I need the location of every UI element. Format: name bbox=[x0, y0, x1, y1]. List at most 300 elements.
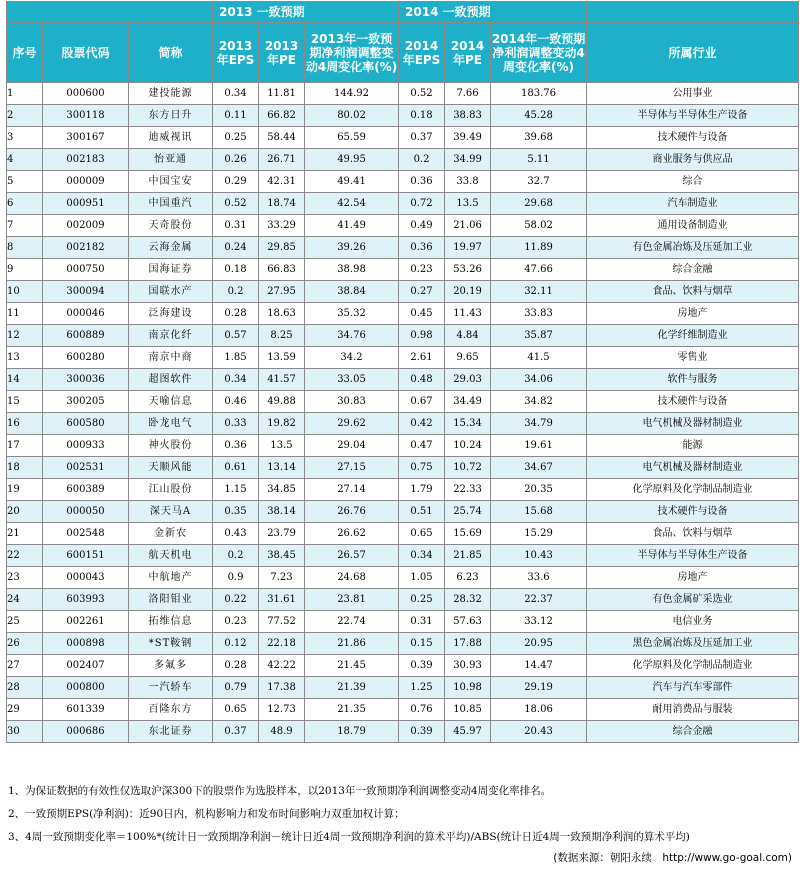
cell-no: 7 bbox=[7, 215, 43, 237]
cell-name: 怡亚通 bbox=[129, 149, 213, 171]
cell-change-2014: 14.47 bbox=[491, 655, 587, 677]
cell-change-2014: 34.79 bbox=[491, 413, 587, 435]
cell-eps-2014: 0.65 bbox=[399, 523, 445, 545]
cell-change-2014: 183.76 bbox=[491, 83, 587, 105]
table-row bbox=[7, 633, 799, 655]
cell-eps-2013: 0.25 bbox=[213, 127, 259, 149]
cell-change-2013: 49.41 bbox=[305, 171, 399, 193]
table-row bbox=[7, 149, 799, 171]
cell-industry: 食品、饮料与烟草 bbox=[587, 281, 799, 303]
cell-eps-2014: 0.42 bbox=[399, 413, 445, 435]
cell-name: 云海金属 bbox=[129, 237, 213, 259]
cell-no: 15 bbox=[7, 391, 43, 413]
cell-pe-2014: 9.65 bbox=[445, 347, 491, 369]
cell-eps-2013: 0.12 bbox=[213, 633, 259, 655]
cell-pe-2014: 45.97 bbox=[445, 721, 491, 743]
cell-industry: 综合金融 bbox=[587, 259, 799, 281]
cell-pe-2014: 7.66 bbox=[445, 83, 491, 105]
cell-eps-2013: 0.31 bbox=[213, 215, 259, 237]
header-change-2014: 2014年一致预期净利润调整变动4周变化率(%) bbox=[491, 23, 587, 83]
table-row bbox=[7, 347, 799, 369]
cell-code: 300094 bbox=[43, 281, 129, 303]
cell-change-2014: 10.43 bbox=[491, 545, 587, 567]
cell-eps-2013: 0.34 bbox=[213, 369, 259, 391]
cell-eps-2014: 0.72 bbox=[399, 193, 445, 215]
cell-pe-2014: 13.5 bbox=[445, 193, 491, 215]
cell-eps-2013: 0.18 bbox=[213, 259, 259, 281]
cell-eps-2014: 1.79 bbox=[399, 479, 445, 501]
cell-pe-2013: 42.31 bbox=[259, 171, 305, 193]
cell-eps-2013: 0.2 bbox=[213, 545, 259, 567]
cell-name: 一汽轿车 bbox=[129, 677, 213, 699]
cell-no: 27 bbox=[7, 655, 43, 677]
cell-code: 002531 bbox=[43, 457, 129, 479]
cell-pe-2013: 42.22 bbox=[259, 655, 305, 677]
cell-pe-2014: 15.34 bbox=[445, 413, 491, 435]
cell-eps-2013: 0.52 bbox=[213, 193, 259, 215]
cell-change-2014: 19.61 bbox=[491, 435, 587, 457]
cell-name: 国海证券 bbox=[129, 259, 213, 281]
cell-pe-2013: 41.57 bbox=[259, 369, 305, 391]
table-row bbox=[7, 413, 799, 435]
cell-no: 16 bbox=[7, 413, 43, 435]
cell-change-2014: 33.6 bbox=[491, 567, 587, 589]
data-source: (数据来源：朝阳永续 http://www.go-goal.com) bbox=[553, 852, 792, 864]
cell-eps-2014: 0.27 bbox=[399, 281, 445, 303]
cell-name: 南京化纤 bbox=[129, 325, 213, 347]
cell-industry: 耐用消费品与服装 bbox=[587, 699, 799, 721]
header-pe-2013: 2013年PE bbox=[259, 23, 305, 83]
cell-eps-2013: 0.9 bbox=[213, 567, 259, 589]
table-row bbox=[7, 83, 799, 105]
header-pe-2014: 2014年PE bbox=[445, 23, 491, 83]
cell-pe-2014: 22.33 bbox=[445, 479, 491, 501]
table-row bbox=[7, 655, 799, 677]
cell-no: 13 bbox=[7, 347, 43, 369]
footnote: 3、4周一致预期变化率＝100%*(统计日一致预期净利润－统计日近4周一致预期净利润的算术平均)/ABS(统计日近4周一致预期净利润的算术平均) bbox=[8, 831, 690, 843]
header-eps-2013: 2013年EPS bbox=[213, 23, 259, 83]
cell-industry: 化学原料及化学制品制造业 bbox=[587, 655, 799, 677]
cell-change-2014: 5.11 bbox=[491, 149, 587, 171]
cell-eps-2013: 0.46 bbox=[213, 391, 259, 413]
cell-industry: 技术硬件与设备 bbox=[587, 391, 799, 413]
cell-eps-2013: 0.23 bbox=[213, 611, 259, 633]
cell-eps-2013: 0.79 bbox=[213, 677, 259, 699]
cell-change-2013: 26.76 bbox=[305, 501, 399, 523]
cell-industry: 半导体与半导体生产设备 bbox=[587, 545, 799, 567]
cell-eps-2013: 1.15 bbox=[213, 479, 259, 501]
cell-pe-2013: 7.23 bbox=[259, 567, 305, 589]
header-code: 股票代码 bbox=[43, 23, 129, 83]
header-blank-left bbox=[7, 2, 213, 23]
cell-eps-2013: 1.85 bbox=[213, 347, 259, 369]
cell-change-2013: 21.39 bbox=[305, 677, 399, 699]
cell-code: 002261 bbox=[43, 611, 129, 633]
cell-pe-2013: 19.82 bbox=[259, 413, 305, 435]
cell-pe-2014: 38.83 bbox=[445, 105, 491, 127]
cell-no: 6 bbox=[7, 193, 43, 215]
cell-industry: 综合 bbox=[587, 171, 799, 193]
cell-eps-2014: 0.76 bbox=[399, 699, 445, 721]
table-row bbox=[7, 369, 799, 391]
table-header bbox=[7, 2, 799, 83]
table-body bbox=[7, 83, 799, 743]
cell-industry: 公用事业 bbox=[587, 83, 799, 105]
cell-pe-2014: 6.23 bbox=[445, 567, 491, 589]
cell-change-2014: 45.28 bbox=[491, 105, 587, 127]
header-group-2014: 2014 一致预期 bbox=[399, 2, 587, 23]
cell-pe-2013: 66.82 bbox=[259, 105, 305, 127]
table-row bbox=[7, 501, 799, 523]
cell-change-2013: 27.15 bbox=[305, 457, 399, 479]
cell-pe-2014: 15.69 bbox=[445, 523, 491, 545]
cell-change-2013: 21.45 bbox=[305, 655, 399, 677]
cell-pe-2013: 8.25 bbox=[259, 325, 305, 347]
cell-name: 天顺风能 bbox=[129, 457, 213, 479]
cell-pe-2013: 27.95 bbox=[259, 281, 305, 303]
cell-pe-2013: 23.79 bbox=[259, 523, 305, 545]
cell-industry: 能源 bbox=[587, 435, 799, 457]
cell-name: 金新农 bbox=[129, 523, 213, 545]
cell-change-2014: 11.89 bbox=[491, 237, 587, 259]
cell-no: 9 bbox=[7, 259, 43, 281]
cell-industry: 半导体与半导体生产设备 bbox=[587, 105, 799, 127]
cell-change-2013: 35.32 bbox=[305, 303, 399, 325]
cell-change-2014: 15.68 bbox=[491, 501, 587, 523]
cell-change-2013: 23.81 bbox=[305, 589, 399, 611]
table-row bbox=[7, 567, 799, 589]
cell-industry: 零售业 bbox=[587, 347, 799, 369]
cell-pe-2013: 13.14 bbox=[259, 457, 305, 479]
cell-code: 300167 bbox=[43, 127, 129, 149]
cell-eps-2014: 1.25 bbox=[399, 677, 445, 699]
cell-eps-2013: 0.24 bbox=[213, 237, 259, 259]
cell-eps-2013: 0.43 bbox=[213, 523, 259, 545]
cell-industry: 商业服务与供应品 bbox=[587, 149, 799, 171]
table-row bbox=[7, 259, 799, 281]
table-row bbox=[7, 545, 799, 567]
cell-eps-2014: 0.23 bbox=[399, 259, 445, 281]
cell-pe-2014: 33.8 bbox=[445, 171, 491, 193]
cell-change-2013: 26.57 bbox=[305, 545, 399, 567]
cell-no: 19 bbox=[7, 479, 43, 501]
cell-no: 20 bbox=[7, 501, 43, 523]
cell-eps-2014: 0.75 bbox=[399, 457, 445, 479]
cell-name: 东方日升 bbox=[129, 105, 213, 127]
cell-pe-2014: 20.19 bbox=[445, 281, 491, 303]
cell-industry: 房地产 bbox=[587, 303, 799, 325]
cell-change-2014: 20.43 bbox=[491, 721, 587, 743]
table-row bbox=[7, 457, 799, 479]
cell-change-2014: 15.29 bbox=[491, 523, 587, 545]
cell-change-2014: 34.67 bbox=[491, 457, 587, 479]
cell-eps-2014: 0.36 bbox=[399, 237, 445, 259]
cell-eps-2014: 0.37 bbox=[399, 127, 445, 149]
cell-pe-2013: 34.85 bbox=[259, 479, 305, 501]
cell-eps-2013: 0.29 bbox=[213, 171, 259, 193]
cell-change-2014: 35.87 bbox=[491, 325, 587, 347]
cell-code: 000050 bbox=[43, 501, 129, 523]
cell-name: 拓维信息 bbox=[129, 611, 213, 633]
cell-pe-2013: 22.18 bbox=[259, 633, 305, 655]
cell-eps-2014: 0.25 bbox=[399, 589, 445, 611]
cell-pe-2014: 21.06 bbox=[445, 215, 491, 237]
cell-code: 000043 bbox=[43, 567, 129, 589]
cell-name: 超图软件 bbox=[129, 369, 213, 391]
cell-no: 2 bbox=[7, 105, 43, 127]
cell-code: 300118 bbox=[43, 105, 129, 127]
cell-change-2013: 49.95 bbox=[305, 149, 399, 171]
cell-pe-2013: 18.74 bbox=[259, 193, 305, 215]
table-row bbox=[7, 391, 799, 413]
cell-pe-2013: 49.88 bbox=[259, 391, 305, 413]
cell-pe-2014: 10.85 bbox=[445, 699, 491, 721]
cell-eps-2014: 0.31 bbox=[399, 611, 445, 633]
cell-pe-2013: 66.83 bbox=[259, 259, 305, 281]
table-row bbox=[7, 721, 799, 743]
cell-pe-2014: 53.26 bbox=[445, 259, 491, 281]
cell-code: 000933 bbox=[43, 435, 129, 457]
cell-name: 神火股份 bbox=[129, 435, 213, 457]
cell-change-2014: 41.5 bbox=[491, 347, 587, 369]
cell-name: 国联水产 bbox=[129, 281, 213, 303]
cell-code: 600580 bbox=[43, 413, 129, 435]
cell-no: 22 bbox=[7, 545, 43, 567]
cell-name: 百隆东方 bbox=[129, 699, 213, 721]
cell-pe-2014: 29.03 bbox=[445, 369, 491, 391]
header-change-2013: 2013年一致预期净利润调整变动4周变化率(%) bbox=[305, 23, 399, 83]
table-row bbox=[7, 127, 799, 149]
cell-pe-2014: 10.98 bbox=[445, 677, 491, 699]
cell-no: 10 bbox=[7, 281, 43, 303]
cell-eps-2013: 0.34 bbox=[213, 83, 259, 105]
cell-name: 迪威视讯 bbox=[129, 127, 213, 149]
cell-change-2013: 27.14 bbox=[305, 479, 399, 501]
cell-industry: 技术硬件与设备 bbox=[587, 501, 799, 523]
cell-code: 000898 bbox=[43, 633, 129, 655]
cell-eps-2014: 0.67 bbox=[399, 391, 445, 413]
cell-pe-2014: 17.88 bbox=[445, 633, 491, 655]
table-row bbox=[7, 699, 799, 721]
cell-eps-2014: 2.61 bbox=[399, 347, 445, 369]
cell-no: 18 bbox=[7, 457, 43, 479]
cell-eps-2013: 0.11 bbox=[213, 105, 259, 127]
cell-no: 28 bbox=[7, 677, 43, 699]
cell-change-2014: 20.35 bbox=[491, 479, 587, 501]
cell-name: 多氟多 bbox=[129, 655, 213, 677]
cell-no: 24 bbox=[7, 589, 43, 611]
table-row bbox=[7, 589, 799, 611]
cell-change-2013: 41.49 bbox=[305, 215, 399, 237]
cell-change-2013: 42.54 bbox=[305, 193, 399, 215]
cell-name: 中航地产 bbox=[129, 567, 213, 589]
cell-pe-2013: 13.5 bbox=[259, 435, 305, 457]
cell-change-2013: 65.59 bbox=[305, 127, 399, 149]
cell-industry: 有色金属矿采选业 bbox=[587, 589, 799, 611]
cell-pe-2014: 30.93 bbox=[445, 655, 491, 677]
cell-pe-2013: 31.61 bbox=[259, 589, 305, 611]
cell-change-2013: 24.68 bbox=[305, 567, 399, 589]
cell-pe-2013: 38.14 bbox=[259, 501, 305, 523]
cell-no: 4 bbox=[7, 149, 43, 171]
cell-name: 江山股份 bbox=[129, 479, 213, 501]
cell-code: 002183 bbox=[43, 149, 129, 171]
cell-change-2014: 22.37 bbox=[491, 589, 587, 611]
table-row bbox=[7, 523, 799, 545]
cell-pe-2014: 19.97 bbox=[445, 237, 491, 259]
cell-change-2014: 33.83 bbox=[491, 303, 587, 325]
cell-pe-2014: 21.85 bbox=[445, 545, 491, 567]
cell-name: 中国宝安 bbox=[129, 171, 213, 193]
cell-eps-2013: 0.57 bbox=[213, 325, 259, 347]
cell-change-2014: 32.7 bbox=[491, 171, 587, 193]
cell-eps-2014: 0.34 bbox=[399, 545, 445, 567]
header-group-2013: 2013 一致预期 bbox=[213, 2, 399, 23]
cell-name: 南京中商 bbox=[129, 347, 213, 369]
cell-eps-2013: 0.35 bbox=[213, 501, 259, 523]
cell-eps-2014: 0.18 bbox=[399, 105, 445, 127]
cell-eps-2014: 0.15 bbox=[399, 633, 445, 655]
cell-no: 1 bbox=[7, 83, 43, 105]
cell-eps-2014: 0.36 bbox=[399, 171, 445, 193]
cell-eps-2013: 0.26 bbox=[213, 149, 259, 171]
cell-change-2014: 20.95 bbox=[491, 633, 587, 655]
cell-code: 000046 bbox=[43, 303, 129, 325]
table-row bbox=[7, 303, 799, 325]
cell-change-2014: 18.06 bbox=[491, 699, 587, 721]
cell-industry: 汽车与汽车零部件 bbox=[587, 677, 799, 699]
cell-name: *ST鞍钢 bbox=[129, 633, 213, 655]
cell-change-2013: 38.84 bbox=[305, 281, 399, 303]
cell-change-2013: 144.92 bbox=[305, 83, 399, 105]
cell-code: 600280 bbox=[43, 347, 129, 369]
cell-code: 000686 bbox=[43, 721, 129, 743]
cell-pe-2014: 34.49 bbox=[445, 391, 491, 413]
cell-pe-2013: 58.44 bbox=[259, 127, 305, 149]
cell-eps-2013: 0.2 bbox=[213, 281, 259, 303]
cell-name: 建投能源 bbox=[129, 83, 213, 105]
cell-name: 中国重汽 bbox=[129, 193, 213, 215]
cell-change-2013: 26.62 bbox=[305, 523, 399, 545]
footnote: 1、为保证数据的有效性仅选取沪深300下的股票作为选股样本，以2013年一致预期净利润调整变动4周变化率排名。 bbox=[8, 785, 552, 797]
cell-change-2013: 30.83 bbox=[305, 391, 399, 413]
cell-no: 11 bbox=[7, 303, 43, 325]
cell-code: 002548 bbox=[43, 523, 129, 545]
cell-eps-2013: 0.33 bbox=[213, 413, 259, 435]
cell-name: 深天马A bbox=[129, 501, 213, 523]
table-row bbox=[7, 171, 799, 193]
cell-eps-2014: 0.45 bbox=[399, 303, 445, 325]
cell-pe-2014: 10.72 bbox=[445, 457, 491, 479]
cell-pe-2014: 57.63 bbox=[445, 611, 491, 633]
cell-code: 600889 bbox=[43, 325, 129, 347]
cell-pe-2013: 33.29 bbox=[259, 215, 305, 237]
cell-pe-2013: 38.45 bbox=[259, 545, 305, 567]
cell-code: 000600 bbox=[43, 83, 129, 105]
cell-change-2014: 29.68 bbox=[491, 193, 587, 215]
cell-pe-2014: 28.32 bbox=[445, 589, 491, 611]
cell-change-2014: 47.66 bbox=[491, 259, 587, 281]
cell-code: 603993 bbox=[43, 589, 129, 611]
cell-industry: 化学纤维制造业 bbox=[587, 325, 799, 347]
cell-name: 洛阳钼业 bbox=[129, 589, 213, 611]
cell-eps-2014: 0.48 bbox=[399, 369, 445, 391]
cell-industry: 有色金属冶炼及压延加工业 bbox=[587, 237, 799, 259]
cell-no: 8 bbox=[7, 237, 43, 259]
cell-pe-2013: 13.59 bbox=[259, 347, 305, 369]
header-industry: 所属行业 bbox=[587, 23, 799, 83]
cell-change-2013: 21.35 bbox=[305, 699, 399, 721]
cell-eps-2013: 0.22 bbox=[213, 589, 259, 611]
cell-eps-2014: 0.49 bbox=[399, 215, 445, 237]
cell-no: 17 bbox=[7, 435, 43, 457]
cell-industry: 房地产 bbox=[587, 567, 799, 589]
cell-pe-2014: 25.74 bbox=[445, 501, 491, 523]
table-row bbox=[7, 193, 799, 215]
cell-change-2013: 29.04 bbox=[305, 435, 399, 457]
cell-code: 002009 bbox=[43, 215, 129, 237]
cell-change-2013: 34.76 bbox=[305, 325, 399, 347]
cell-name: 卧龙电气 bbox=[129, 413, 213, 435]
cell-code: 601339 bbox=[43, 699, 129, 721]
cell-no: 25 bbox=[7, 611, 43, 633]
forecast-table bbox=[6, 1, 799, 743]
cell-industry: 电气机械及器材制造业 bbox=[587, 457, 799, 479]
footnote: 2、一致预期EPS(净利润)：近90日内，机构影响力和发布时间影响力双重加权计算； bbox=[8, 808, 405, 820]
cell-industry: 食品、饮料与烟草 bbox=[587, 523, 799, 545]
cell-pe-2014: 11.43 bbox=[445, 303, 491, 325]
cell-no: 5 bbox=[7, 171, 43, 193]
table-row bbox=[7, 105, 799, 127]
cell-change-2013: 18.79 bbox=[305, 721, 399, 743]
cell-pe-2013: 77.52 bbox=[259, 611, 305, 633]
cell-no: 21 bbox=[7, 523, 43, 545]
cell-change-2014: 34.82 bbox=[491, 391, 587, 413]
cell-name: 东北证券 bbox=[129, 721, 213, 743]
cell-industry: 技术硬件与设备 bbox=[587, 127, 799, 149]
table-row bbox=[7, 677, 799, 699]
cell-change-2013: 29.62 bbox=[305, 413, 399, 435]
cell-change-2014: 29.19 bbox=[491, 677, 587, 699]
cell-eps-2014: 0.2 bbox=[399, 149, 445, 171]
cell-pe-2013: 12.73 bbox=[259, 699, 305, 721]
cell-eps-2013: 0.37 bbox=[213, 721, 259, 743]
cell-no: 12 bbox=[7, 325, 43, 347]
cell-pe-2014: 10.24 bbox=[445, 435, 491, 457]
cell-eps-2013: 0.61 bbox=[213, 457, 259, 479]
cell-eps-2013: 0.28 bbox=[213, 655, 259, 677]
cell-change-2014: 34.06 bbox=[491, 369, 587, 391]
cell-change-2014: 39.68 bbox=[491, 127, 587, 149]
cell-code: 600389 bbox=[43, 479, 129, 501]
cell-change-2013: 34.2 bbox=[305, 347, 399, 369]
cell-change-2013: 22.74 bbox=[305, 611, 399, 633]
cell-eps-2014: 0.98 bbox=[399, 325, 445, 347]
cell-eps-2014: 0.47 bbox=[399, 435, 445, 457]
cell-no: 30 bbox=[7, 721, 43, 743]
cell-eps-2013: 0.36 bbox=[213, 435, 259, 457]
cell-code: 002182 bbox=[43, 237, 129, 259]
cell-change-2013: 39.26 bbox=[305, 237, 399, 259]
cell-pe-2014: 39.49 bbox=[445, 127, 491, 149]
cell-industry: 化学原料及化学制品制造业 bbox=[587, 479, 799, 501]
cell-eps-2014: 0.39 bbox=[399, 721, 445, 743]
header-name: 简称 bbox=[129, 23, 213, 83]
cell-industry: 电信业务 bbox=[587, 611, 799, 633]
cell-no: 3 bbox=[7, 127, 43, 149]
cell-pe-2014: 34.99 bbox=[445, 149, 491, 171]
cell-name: 泛海建设 bbox=[129, 303, 213, 325]
